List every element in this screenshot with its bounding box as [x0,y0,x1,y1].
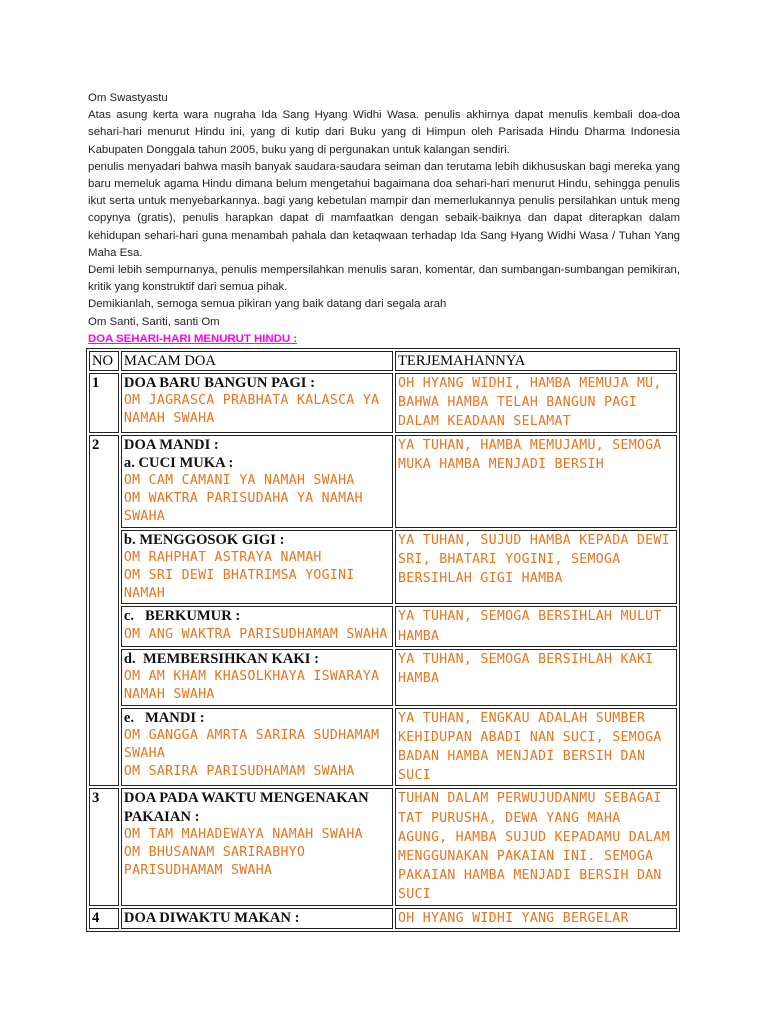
prayer-cell [121,908,393,929]
mantra-text: OM TAM MAHADEWAYA NAMAH SWAHA [123,826,363,842]
intro-paragraph-1: Atas asung kerta wara nugraha Ida Sang Hyang Widhi Wasa. penulis akhirnya dapat menulis kembali doa-doa sehari-hari menurut Hindu ini, yang di kutip dari Buku yang di Himpun oleh Parisada Hindu Dharma Indonesia Kabupaten Donggala tahun 2005, buku yang di pergunakan untuk kalangan sendiri. [88,109,680,156]
mantra-text: OM SRI DEWI BHATRIMSA YOGINI NAMAH [123,568,355,602]
translation-text: YA TUHAN, SUJUD HAMBA KEPADA DEWI SRI, BHATARI YOGINI, SEMOGA BERSIHLAH GIGI HAMBA [398,532,670,587]
prayer-label: c. BERKUMUR : [123,608,241,625]
prayer-label: DOA DIWAKTU MAKAN : [123,909,300,926]
prayer-label: DOA MANDI : [123,436,219,453]
mantra-text: OM WAKTRA PARISUDAHA YA NAMAH SWAHA [123,491,363,525]
section-heading: DOA SEHARI-HARI MENURUT HINDU : [88,332,298,345]
translation-text: YA TUHAN, SEMOGA BERSIHLAH KAKI HAMBA [398,651,654,687]
translation-cell [395,649,677,706]
prayer-label: DOA PADA WAKTU MENGENAKAN PAKAIAN : [123,790,369,825]
translation-cell [395,373,677,433]
prayer-cell [121,606,393,646]
table-row [89,606,677,646]
prayer-label: b. MENGGOSOK GIGI : [123,531,285,548]
row-number: 1 [89,373,119,433]
mantra-text: OM SARIRA PARISUDHAMAM SWAHA [123,764,355,780]
mantra-text: OM ANG WAKTRA PARISUDHAMAM SWAHA [123,626,388,642]
prayer-cell [121,788,393,905]
prayer-label: d. MEMBERSIHKAN KAKI : [123,650,319,667]
mantra-text: OM AM KHAM KHASOLKHAYA ISWARAYA NAMAH SWAHA [123,669,380,703]
mantra-text: OM BHUSANAM SARIRABHYO PARISUDHAMAM SWAHA [123,844,306,879]
greeting: Om Swastyastu [88,92,168,104]
table-row [89,530,677,605]
table-row [89,373,677,433]
prayer-label: e. MANDI : [123,709,205,726]
translation-cell [395,908,677,929]
prayer-cell [121,435,393,528]
prayer-cell [121,530,393,605]
translation-text: YA TUHAN, HAMBA MEMUJAMU, SEMOGA MUKA HAMBA MENJADI BERSIH [398,437,662,472]
header-macam-doa: MACAM DOA [121,351,393,371]
translation-text: OH HYANG WIDHI YANG BERGELAR [398,910,629,926]
intro-section [88,90,680,331]
table-header-row [89,351,677,371]
translation-text: YA TUHAN, ENGKAU ADALAH SUMBER KEHIDUPAN ABADI NAN SUCI, SEMOGA BADAN HAMBA MENJADI BERSIH DAN SUCI [398,710,662,784]
mantra-text: OM RAHPHAT ASTRAYA NAMAH [123,549,322,565]
row-number: 3 [89,788,119,905]
table-row [89,435,677,528]
table-row [89,908,677,929]
intro-paragraph-2: penulis menyadari bahwa masih banyak saudara-saudara seiman dan terutama lebih dikhususkan bagi mereka yang baru memeluk agama Hindu dimana belum mengetahui bagaimana doa sehari-hari menurut Hindu, sehingga penulis ikut serta untuk menyebarkannya. bagi yang kebetulan mampir dan memerlukannya penulis persilahkan untuk meng copynya (gratis), penulis harapkan dapat di mamfaatkan dengan sebaik-baiknya dan dapat diterapkan dalam kehidupan sehari-hari guna menambah pahala dan ketaqwaan terhadap Ida Sang Hyang Widhi Wasa / Tuhan Yang Maha Esa. [88,160,680,259]
translation-text: YA TUHAN, SEMOGA BERSIHLAH MULUT HAMBA [398,609,662,644]
intro-paragraph-3: Demi lebih sempurnanya, penulis mempersilahkan menulis saran, komentar, dan sumbangan-sumbangan pemikiran, kritik yang konstruktif dari semua pihak. [88,264,680,294]
table-row [89,708,677,787]
translation-cell [395,530,677,605]
translation-text: OH HYANG WIDHI, HAMBA MEMUJA MU, BAHWA HAMBA TELAH BANGUN PAGI DALAM KEADAAN SELAMAT [398,376,662,430]
translation-cell [395,606,677,646]
prayer-table [86,348,680,932]
header-terjemahannya: TERJEMAHANNYA [395,351,677,371]
translation-cell [395,435,677,528]
table-row [89,788,677,905]
intro-paragraph-4: Demikianlah, semoga semua pikiran yang baik datang dari segala arah [88,298,447,311]
prayer-cell [121,708,393,787]
translation-cell [395,788,677,905]
header-no: NO [89,351,119,371]
mantra-text: OM JAGRASCA PRABHATA KALASCA YA NAMAH SWAHA [123,393,380,427]
prayer-label: DOA BARU BANGUN PAGI : [123,375,315,392]
row-number: 2 [89,435,119,787]
prayer-cell [121,373,393,433]
prayer-cell [121,649,393,706]
document-page [88,90,680,932]
closing: Om Santi, Santi, santi Om [88,315,220,328]
prayer-sublabel: a. CUCI MUKA : [123,454,234,471]
mantra-text: OM CAM CAMANI YA NAMAH SWAHA [123,473,355,489]
translation-text: TUHAN DALAM PERWUJUDANMU SEBAGAI TAT PURUSHA, DEWA YANG MAHA AGUNG, HAMBA SUJUD KEPADAMU DALAM MENGGUNAKAN PAKAIAN INI. SEMOGA PAKAIAN HAMBA MENJADI BERSIH DAN SUCI [398,791,670,903]
translation-cell [395,708,677,787]
row-number: 4 [89,908,119,929]
table-row [89,649,677,706]
mantra-text: OM GANGGA AMRTA SARIRA SUDHAMAM SWAHA [123,727,380,761]
